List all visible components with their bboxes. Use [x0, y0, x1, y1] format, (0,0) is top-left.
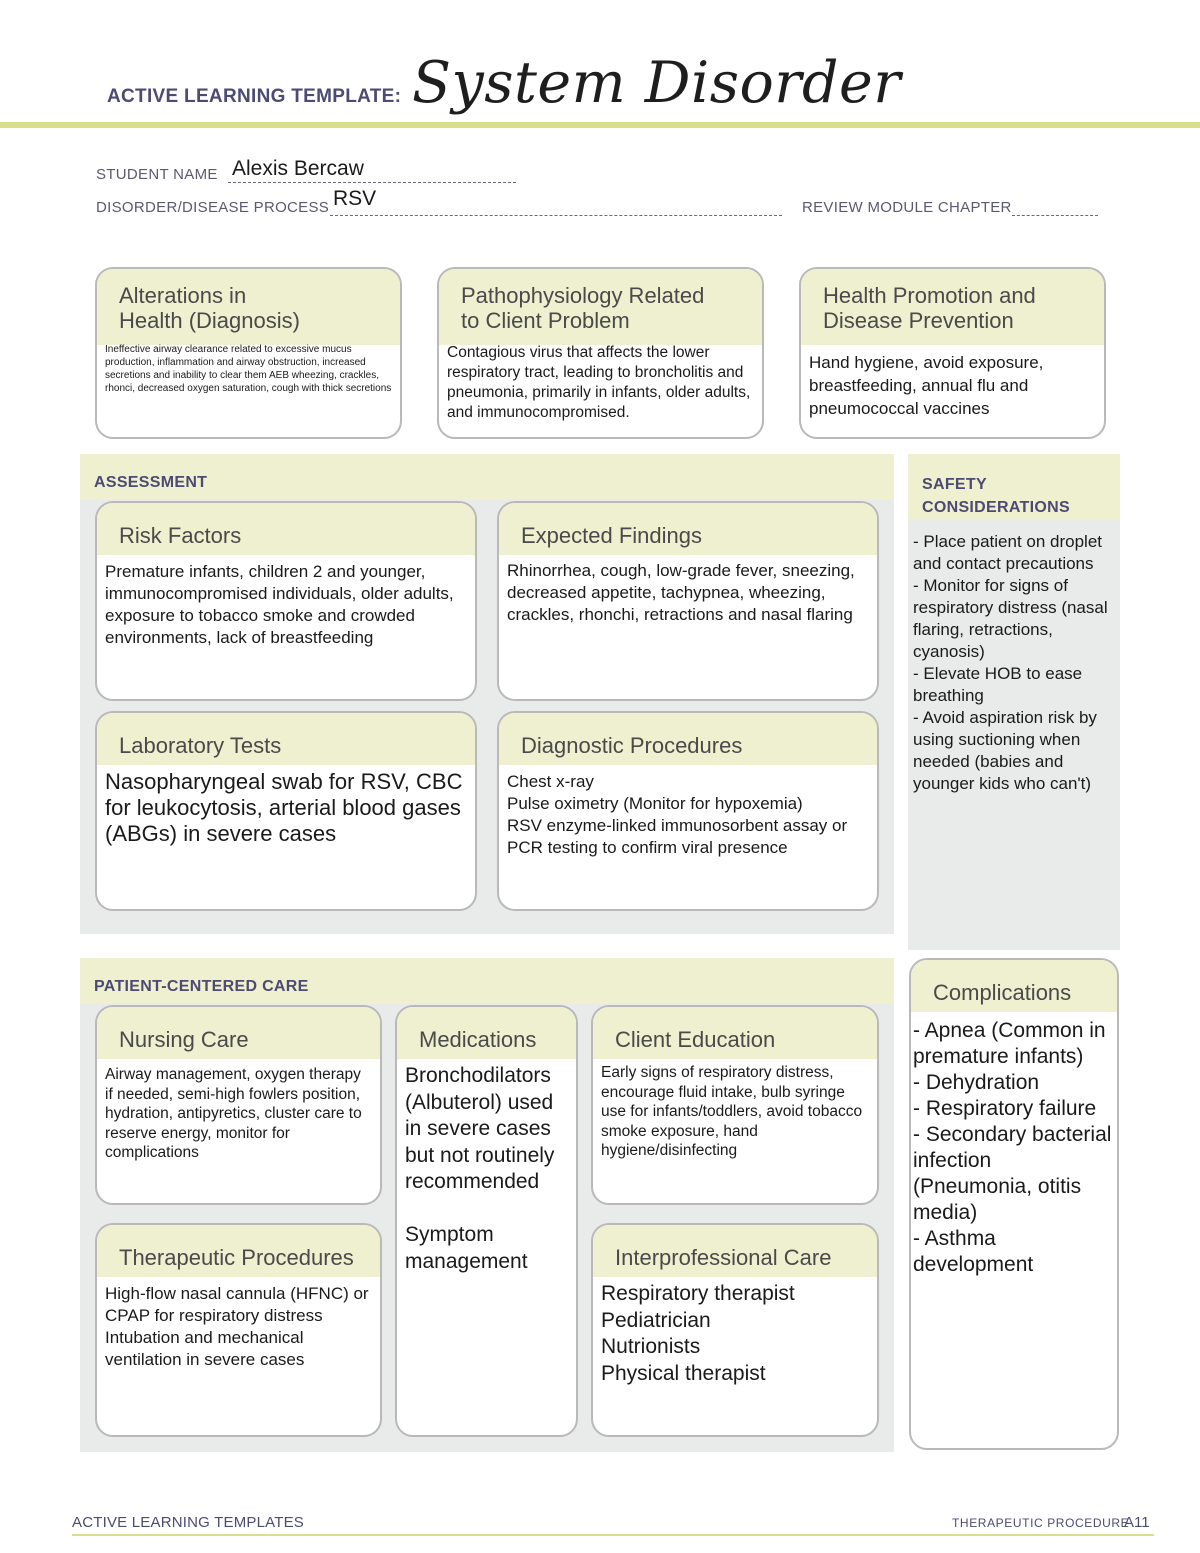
student-name-field[interactable]: Alexis Bercaw	[232, 157, 364, 180]
page-number: A11	[1124, 1514, 1150, 1531]
expected-findings-card	[497, 501, 879, 701]
diagnostic-procedures-title: Diagnostic Procedures	[499, 713, 877, 765]
diagnostic-procedures-body[interactable]: Chest x-ray Pulse oximetry (Monitor for hypoxemia) RSV enzyme-linked immunosorbent assay or PCR testing to confirm viral presence	[507, 772, 848, 857]
therapeutic-procedures-card	[95, 1223, 382, 1437]
expected-findings-body[interactable]: Rhinorrhea, cough, low-grade fever, sneezing, decreased appetite, tachypnea, wheezing, crackles, rhonchi, retractions and nasal flaring	[507, 561, 855, 624]
safety-body[interactable]: - Place patient on droplet and contact precautions - Monitor for signs of respiratory distress (nasal flaring, retractions, cyanosis) - Elevate HOB to ease breathing - Avoid aspiration risk by using suctioning when needed (babies and younger kids who can't)	[913, 532, 1108, 793]
pathophysiology-title: Pathophysiology Related to Client Problem	[439, 269, 762, 345]
laboratory-tests-body[interactable]: Nasopharyngeal swab for RSV, CBC for leukocytosis, arterial blood gases (ABGs) in severe cases	[105, 769, 463, 846]
medications-card	[395, 1005, 578, 1437]
risk-factors-card	[95, 501, 477, 701]
risk-factors-title: Risk Factors	[97, 503, 475, 555]
footer-right-label: THERAPEUTIC PROCEDURE	[952, 1516, 1130, 1530]
risk-factors-body[interactable]: Premature infants, children 2 and younger, immunocompromised individuals, older adults, exposure to tobacco smoke and crowded environments, lack of breastfeeding	[105, 562, 454, 647]
interprofessional-care-body[interactable]: Respiratory therapist Pediatrician Nutrionists Physical therapist	[601, 1282, 795, 1385]
footer-rule	[72, 1534, 1154, 1536]
template-kicker: ACTIVE LEARNING TEMPLATE:	[107, 86, 402, 107]
interprofessional-care-card	[591, 1223, 879, 1437]
complications-title: Complications	[911, 960, 1117, 1012]
alterations-body[interactable]: Ineffective airway clearance related to excessive mucus production, inflammation and airway obstruction, increased secretions and inability to clear them AEB wheezing, crackles, rhonci, decreased oxygen saturation, cough with thick secretions	[105, 344, 392, 394]
student-name-label: STUDENT NAME	[96, 166, 218, 183]
patient-centered-care-label: PATIENT-CENTERED CARE	[94, 978, 309, 995]
medications-body[interactable]: Bronchodilators (Albuterol) used in severe cases but not routinely recommended Symptom management	[405, 1064, 555, 1273]
health-promotion-card	[799, 267, 1106, 439]
complications-card	[909, 958, 1119, 1450]
laboratory-tests-card	[95, 711, 477, 911]
disorder-label: DISORDER/DISEASE PROCESS	[96, 199, 330, 216]
client-education-card	[591, 1005, 879, 1205]
therapeutic-procedures-body[interactable]: High-flow nasal cannula (HFNC) or CPAP for respiratory distress Intubation and mechanical ventilation in severe cases	[105, 1284, 369, 1369]
disorder-line	[330, 215, 782, 216]
review-module-label: REVIEW MODULE CHAPTER	[802, 199, 1012, 216]
nursing-care-title: Nursing Care	[97, 1007, 380, 1059]
student-name-line	[228, 182, 516, 183]
therapeutic-procedures-title: Therapeutic Procedures	[97, 1225, 380, 1277]
health-promotion-title: Health Promotion and Disease Prevention	[801, 269, 1104, 345]
medications-title: Medications	[397, 1007, 576, 1059]
header-rule	[0, 122, 1200, 128]
complications-body[interactable]: - Apnea (Common in premature infants) - Dehydration - Respiratory failure - Secondary bacterial infection (Pneumonia, otitis media) - Asthma development	[913, 1019, 1112, 1276]
page-title: System Disorder	[412, 50, 902, 116]
nursing-care-card	[95, 1005, 382, 1205]
diagnostic-procedures-card	[497, 711, 879, 911]
interprofessional-care-title: Interprofessional Care	[593, 1225, 877, 1277]
client-education-body[interactable]: Early signs of respiratory distress, encourage fluid intake, bulb syringe use for infants/toddlers, avoid tobacco smoke exposure, hand hygiene/disinfecting	[601, 1064, 863, 1159]
health-promotion-body[interactable]: Hand hygiene, avoid exposure, breastfeeding, annual flu and pneumococcal vaccines	[809, 353, 1044, 418]
disorder-field[interactable]: RSV	[333, 187, 377, 210]
alterations-card	[95, 267, 402, 439]
nursing-care-body[interactable]: Airway management, oxygen therapy if needed, semi-high fowlers position, hydration, antipyretics, cluster care to reserve energy, monitor for complications	[105, 1066, 362, 1161]
laboratory-tests-title: Laboratory Tests	[97, 713, 475, 765]
footer-left-label: ACTIVE LEARNING TEMPLATES	[72, 1514, 304, 1531]
client-education-title: Client Education	[593, 1007, 877, 1059]
safety-label: SAFETY CONSIDERATIONS	[922, 476, 1070, 516]
review-module-line	[1012, 215, 1098, 216]
assessment-label: ASSESSMENT	[94, 474, 208, 491]
pathophysiology-card	[437, 267, 764, 439]
pathophysiology-body[interactable]: Contagious virus that affects the lower respiratory tract, leading to broncholitis and pneumonia, primarily in infants, older adults, and immunocompromised.	[447, 344, 751, 421]
expected-findings-title: Expected Findings	[499, 503, 877, 555]
alterations-title: Alterations in Health (Diagnosis)	[97, 269, 400, 345]
